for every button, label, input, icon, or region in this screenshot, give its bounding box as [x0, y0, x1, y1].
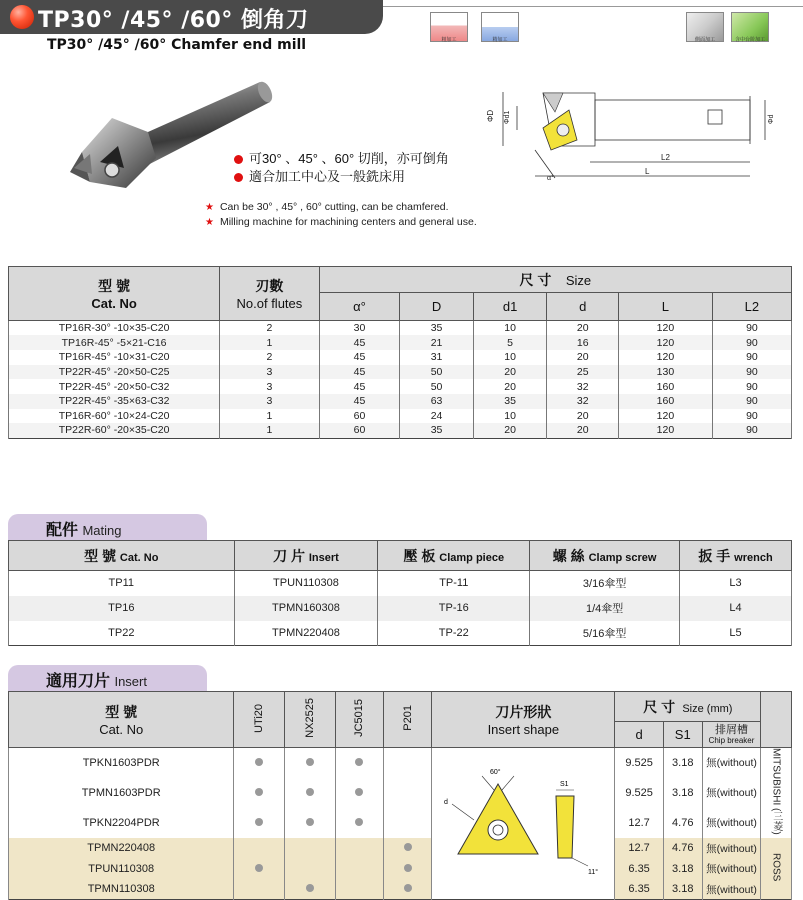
table-cell: 45	[319, 394, 400, 409]
table-cell: 1	[220, 423, 319, 438]
mating-col-header	[378, 541, 530, 571]
dim-L2-label: L2	[661, 153, 670, 162]
insert-shape-header	[432, 692, 615, 748]
grade-label: UTi20	[253, 703, 266, 733]
mating-table	[8, 540, 792, 646]
insert-cat-en: Cat. No	[99, 722, 144, 737]
spec-size-en: Size	[565, 272, 592, 288]
spec-size-header	[319, 267, 791, 293]
insert-cb-cell: 無(without)	[702, 778, 761, 808]
grade-cell	[234, 858, 285, 879]
insert-s1-cell: 4.76	[663, 838, 702, 859]
table-cell: 50	[400, 365, 473, 380]
insert-d-cell: 6.35	[615, 858, 664, 879]
grade-cell	[383, 838, 432, 859]
insert-s1-cell: 4.76	[663, 808, 702, 838]
dimension-drawing	[485, 88, 780, 188]
table-cell: 21	[400, 335, 473, 350]
insert-s1-cell: 3.18	[663, 879, 702, 900]
table-cell: 20	[473, 423, 547, 438]
grade-cell	[234, 879, 285, 900]
table-cell: TPUN110308	[234, 571, 378, 596]
table-cell: 45	[319, 335, 400, 350]
availability-dot-icon	[306, 788, 314, 796]
grade-cell	[335, 808, 383, 838]
table-cell: TP22	[9, 621, 235, 646]
spec-size-zh: 尺 寸	[519, 271, 552, 288]
grade-cell	[335, 838, 383, 859]
mating-col-en: Insert	[308, 551, 339, 564]
table-cell: L3	[680, 571, 792, 596]
table-row	[9, 621, 792, 646]
availability-dot-icon	[255, 758, 263, 766]
grade-label: NX2525	[304, 698, 317, 738]
grade-cell	[234, 808, 285, 838]
table-row	[9, 335, 792, 350]
table-cell: TP-11	[378, 571, 530, 596]
table-cell: 3	[220, 365, 319, 380]
bullet-dot-icon	[234, 155, 243, 164]
table-cell: 1	[220, 409, 319, 424]
shape-d-label: d	[444, 799, 449, 807]
insert-tab-zh: 適用刀片	[46, 673, 111, 690]
table-cell: 20	[547, 409, 619, 424]
title-bar	[0, 0, 383, 34]
table-cell: 10	[473, 409, 547, 424]
insert-cat-cell: TPKN1603PDR	[9, 748, 234, 778]
dim-D-label: ΦD	[486, 109, 495, 122]
dim-d-label: Φd	[768, 114, 775, 124]
insert-cat-cell: TPKN2204PDR	[9, 808, 234, 838]
grade-header-3	[383, 692, 432, 748]
table-cell: 2	[220, 350, 319, 365]
availability-dot-icon	[404, 884, 412, 892]
spec-col-header: L2	[712, 293, 791, 321]
table-cell: 24	[400, 409, 473, 424]
table-cell: 130	[619, 365, 713, 380]
table-cell: 35	[400, 321, 473, 336]
table-cell: TP16R-60° -10×24-C20	[9, 409, 220, 424]
insert-d-header: d	[615, 722, 664, 748]
table-cell: 32	[547, 379, 619, 394]
grade-cell	[383, 858, 432, 879]
dim-alpha-label: α°	[547, 175, 554, 182]
page-subtitle: TP30° /45° /60° Chamfer end mill	[47, 37, 307, 53]
grade-cell	[335, 748, 383, 778]
dim-d1-label: Φd1	[504, 110, 511, 124]
features-en	[205, 200, 477, 230]
table-cell: TP-22	[378, 621, 530, 646]
table-row	[9, 409, 792, 424]
star-icon: ★	[205, 202, 214, 213]
insert-cb-cell: 無(without)	[702, 838, 761, 859]
table-cell: 3/16傘型	[530, 571, 680, 596]
table-row	[9, 778, 792, 808]
cb-en: Chip breaker	[708, 736, 755, 745]
brand-label: ROSS	[770, 852, 782, 882]
spec-table	[8, 266, 792, 439]
grade-cell	[383, 808, 432, 838]
spec-col-header: d	[547, 293, 619, 321]
insert-size-en: Size (mm)	[682, 702, 733, 715]
grade-cell	[285, 838, 336, 859]
brand-label: MITSUBISHI (三菱)	[770, 748, 782, 835]
table-row	[9, 394, 792, 409]
availability-dot-icon	[355, 758, 363, 766]
table-row	[9, 350, 792, 365]
brand-cell-ross	[761, 838, 792, 900]
spec-flutes-en: No.of flutes	[236, 296, 303, 311]
spec-cat-en: Cat. No	[91, 296, 137, 311]
availability-dot-icon	[306, 758, 314, 766]
insert-cb-cell: 無(without)	[702, 748, 761, 778]
brand-cell-mitsubishi	[761, 748, 792, 838]
table-cell: 1	[220, 335, 319, 350]
mating-col-header	[680, 541, 792, 571]
table-cell: 90	[712, 321, 791, 336]
table-cell: L5	[680, 621, 792, 646]
availability-dot-icon	[306, 818, 314, 826]
insert-d-cell: 6.35	[615, 879, 664, 900]
feature-zh-2: 適合加工中心及一般銑床用	[249, 169, 406, 184]
table-cell: 120	[619, 409, 713, 424]
table-cell: 5	[473, 335, 547, 350]
grade-label: P201	[401, 705, 414, 731]
table-cell: TP-16	[378, 596, 530, 621]
chamfer-mill-product-image	[60, 70, 300, 215]
table-cell: TP16	[9, 596, 235, 621]
top-rule	[383, 6, 803, 7]
table-cell: TP22R-45° -20×50-C25	[9, 365, 220, 380]
mating-col-header	[234, 541, 378, 571]
availability-dot-icon	[255, 818, 263, 826]
grade-cell	[234, 778, 285, 808]
spec-col-header: L	[619, 293, 713, 321]
spec-col-header: D	[400, 293, 473, 321]
grade-cell	[335, 879, 383, 900]
table-row	[9, 571, 792, 596]
table-cell: 90	[712, 379, 791, 394]
table-cell: TPMN160308	[234, 596, 378, 621]
page-title: TP30° /45° /60° 倒角刀	[38, 8, 309, 33]
table-cell: 35	[473, 394, 547, 409]
shape-clearance-label: 11°	[588, 869, 599, 877]
insert-cat-cell: TPMN1603PDR	[9, 778, 234, 808]
table-cell: 25	[547, 365, 619, 380]
finishing-label: 精加工	[492, 37, 508, 43]
insert-tab-en: Insert	[114, 674, 147, 689]
grade-header-1	[285, 692, 336, 748]
table-cell: 45	[319, 350, 400, 365]
table-cell: 90	[712, 335, 791, 350]
table-cell: 90	[712, 365, 791, 380]
availability-dot-icon	[355, 788, 363, 796]
availability-dot-icon	[255, 864, 263, 872]
insert-d-cell: 12.7	[615, 808, 664, 838]
shape-s1-label: S1	[560, 781, 569, 789]
grade-cell	[335, 858, 383, 879]
brand-header	[761, 692, 792, 748]
table-cell: TP16R-45° -5×21-C16	[9, 335, 220, 350]
table-cell: 3	[220, 394, 319, 409]
feature-en-1: Can be 30° , 45° , 60° cutting, can be chamfered.	[219, 201, 449, 213]
table-cell: 160	[619, 394, 713, 409]
table-row	[9, 879, 792, 900]
table-cell: 20	[547, 321, 619, 336]
insert-d-cell: 9.525	[615, 748, 664, 778]
table-cell: 120	[619, 321, 713, 336]
insert-s1-cell: 3.18	[663, 748, 702, 778]
insert-cat-zh: 型 號	[105, 704, 138, 720]
table-cell: 60	[319, 423, 400, 438]
insert-s1-header: S1	[663, 722, 702, 748]
insert-section-tab	[8, 665, 207, 691]
insert-cat-cell: TPMN110308	[9, 879, 234, 900]
table-cell: 90	[712, 394, 791, 409]
grade-cell	[285, 858, 336, 879]
spec-flutes-zh: 刃數	[255, 278, 284, 294]
bullet-dot-icon	[234, 173, 243, 182]
insert-cat-header	[9, 692, 234, 748]
shape-angle-label: 60°	[490, 769, 501, 777]
grade-cell	[285, 879, 336, 900]
insert-table	[8, 691, 792, 900]
table-cell: 20	[473, 365, 547, 380]
table-cell: 120	[619, 423, 713, 438]
availability-dot-icon	[404, 864, 412, 872]
table-cell: 10	[473, 350, 547, 365]
grade-cell	[234, 838, 285, 859]
insert-d-cell: 9.525	[615, 778, 664, 808]
grade-label: JC5015	[353, 699, 366, 737]
insert-cb-cell: 無(without)	[702, 808, 761, 838]
table-cell: TPMN220408	[234, 621, 378, 646]
table-cell: 35	[400, 423, 473, 438]
table-cell: 2	[220, 321, 319, 336]
table-cell: L4	[680, 596, 792, 621]
feature-zh-1: 可30° 、45° 、60° 切削，亦可倒角	[249, 151, 449, 166]
table-row	[9, 365, 792, 380]
mating-col-en: Clamp piece	[439, 551, 505, 564]
table-cell: 32	[547, 394, 619, 409]
table-cell: 10	[473, 321, 547, 336]
mating-col-en: Cat. No	[119, 551, 159, 564]
insert-d-cell: 12.7	[615, 838, 664, 859]
grade-cell	[335, 778, 383, 808]
mating-col-header	[9, 541, 235, 571]
grade-header-2	[335, 692, 383, 748]
table-cell: 160	[619, 379, 713, 394]
mating-col-zh: 刀 片	[273, 547, 305, 564]
table-row	[9, 838, 792, 859]
features-zh	[234, 150, 449, 186]
table-cell: 20	[547, 423, 619, 438]
table-cell: 90	[712, 409, 791, 424]
table-cell: 3	[220, 379, 319, 394]
title-bullet-icon	[10, 5, 34, 29]
table-cell: 20	[547, 350, 619, 365]
table-cell: 30	[319, 321, 400, 336]
availability-dot-icon	[404, 843, 412, 851]
table-cell: 60	[319, 409, 400, 424]
mating-col-en: wrench	[734, 551, 773, 564]
mating-tab-en: Mating	[82, 523, 122, 538]
table-cell: 31	[400, 350, 473, 365]
spec-cat-zh: 型 號	[98, 278, 131, 294]
spec-col-header: α°	[319, 293, 400, 321]
table-cell: 5/16傘型	[530, 621, 680, 646]
mating-col-zh: 型 號	[84, 547, 117, 564]
dim-L-label: L	[645, 167, 650, 176]
insert-shape-en: Insert shape	[487, 722, 560, 737]
table-cell: TP16R-45° -10×31-C20	[9, 350, 220, 365]
table-cell: TP22R-45° -20×50-C32	[9, 379, 220, 394]
spec-col-header: d1	[473, 293, 547, 321]
insert-shape-zh: 刀片形狀	[495, 704, 552, 720]
table-cell: 45	[319, 379, 400, 394]
table-cell: 50	[400, 379, 473, 394]
table-cell: 120	[619, 350, 713, 365]
plane-milling-label: 側面加工	[694, 37, 715, 43]
availability-dot-icon	[255, 788, 263, 796]
mating-col-header	[530, 541, 680, 571]
availability-dot-icon	[355, 818, 363, 826]
table-cell: 120	[619, 335, 713, 350]
table-row	[9, 858, 792, 879]
table-cell: 16	[547, 335, 619, 350]
mating-section-tab	[8, 514, 207, 540]
insert-s1-cell: 3.18	[663, 778, 702, 808]
table-row	[9, 748, 792, 778]
table-row	[9, 379, 792, 394]
grade-cell	[383, 879, 432, 900]
grade-cell	[383, 748, 432, 778]
table-cell: TP22R-60° -20×35-C20	[9, 423, 220, 438]
table-cell: TP11	[9, 571, 235, 596]
insert-size-zh: 尺 寸	[643, 698, 676, 715]
feature-en-2: Milling machine for machining centers and general use.	[219, 216, 477, 228]
table-cell: 20	[473, 379, 547, 394]
insert-cat-cell: TPMN220408	[9, 838, 234, 859]
table-row	[9, 423, 792, 438]
mating-col-zh: 螺 絲	[552, 547, 585, 564]
table-row	[9, 321, 792, 336]
mating-col-en: Clamp screw	[588, 551, 657, 564]
insert-cat-cell: TPUN110308	[9, 858, 234, 879]
table-cell: 45	[319, 365, 400, 380]
insert-shape-cell	[432, 748, 615, 900]
mating-tab-zh: 配件	[46, 522, 79, 539]
grade-cell	[285, 808, 336, 838]
table-row	[9, 808, 792, 838]
spec-cat-header	[9, 267, 220, 321]
grade-cell	[234, 748, 285, 778]
insert-size-header	[615, 692, 761, 722]
table-cell: 90	[712, 350, 791, 365]
grade-cell	[383, 778, 432, 808]
grade-cell	[285, 748, 336, 778]
table-cell: 1/4傘型	[530, 596, 680, 621]
cb-zh: 排屑槽	[714, 724, 748, 736]
insert-s1-cell: 3.18	[663, 858, 702, 879]
table-row	[9, 596, 792, 621]
grade-header-0	[234, 692, 285, 748]
chip-breaker-header	[702, 722, 761, 748]
spec-flutes-header	[220, 267, 319, 321]
availability-dot-icon	[306, 884, 314, 892]
insert-cb-cell: 無(without)	[702, 858, 761, 879]
mating-col-zh: 壓 板	[403, 547, 436, 564]
copy-milling-label: 含中台阶加工	[734, 37, 765, 43]
table-cell: 63	[400, 394, 473, 409]
roughing-label: 粗加工	[441, 37, 457, 43]
star-icon: ★	[205, 217, 214, 228]
table-cell: 90	[712, 423, 791, 438]
insert-cb-cell: 無(without)	[702, 879, 761, 900]
mating-col-zh: 扳 手	[698, 547, 731, 564]
insert-shape-drawing	[438, 762, 608, 882]
grade-cell	[285, 778, 336, 808]
table-cell: TP22R-45° -35×63-C32	[9, 394, 220, 409]
table-cell: TP16R-30° -10×35-C20	[9, 321, 220, 336]
